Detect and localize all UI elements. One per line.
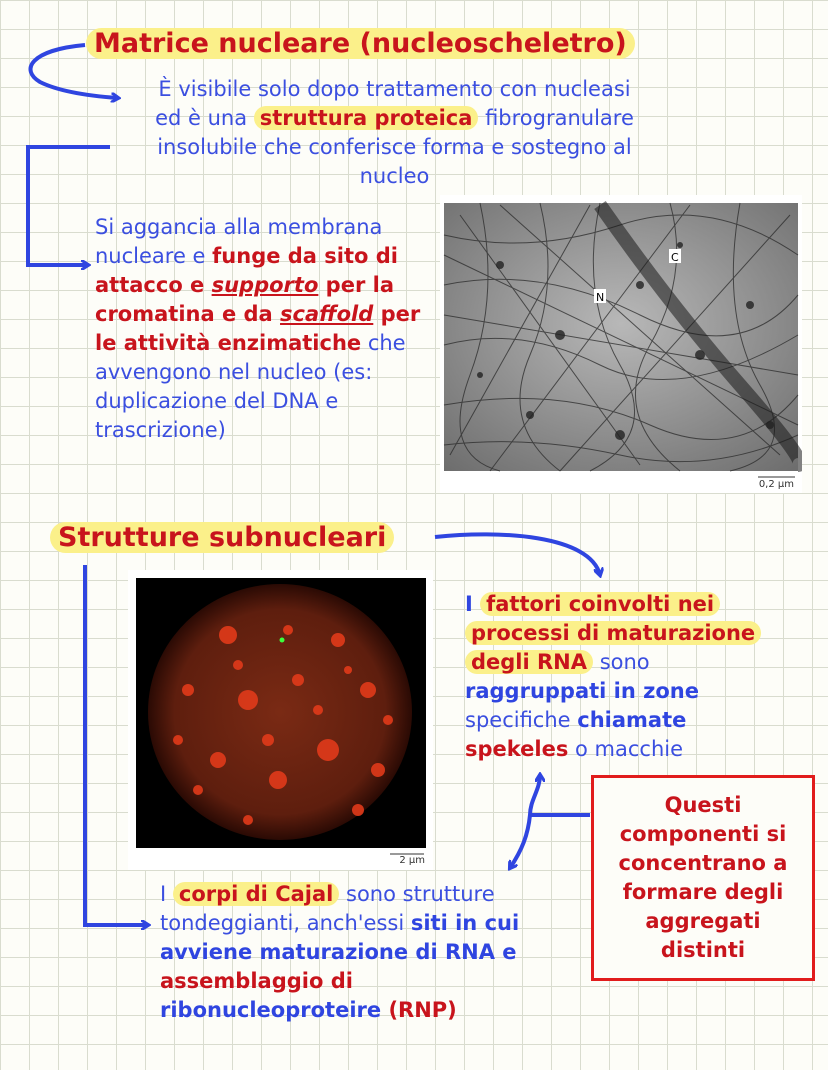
section1-intro: È visibile solo dopo trattamento con nucleasi ed è una struttura proteica fibrogranulare insolubile che conferisce forma e sostegno al nucleo: [155, 77, 634, 188]
cajal-description: I corpi di Cajal sono strutture tondeggianti, anch'essi siti in cui avviene maturazione di RNA e assemblaggio di ribonucleoproteire (RNP): [160, 882, 520, 1022]
aggregates-note-box: Questi componenti si concentrano a formare degli aggregati distinti: [591, 775, 815, 981]
fluorescence-scale: 2 µm: [399, 855, 425, 866]
section1-title: Matrice nucleare (nucleoscheletro): [86, 28, 635, 59]
section1-description: Si aggancia alla membrana nucleare e funge da sito di attacco e supporto per la cromatina e da scaffold per le attività enzimatiche che avvengono nel nucleo (es: duplicazione del DNA e trascrizione): [95, 215, 421, 442]
fluorescence-image: [128, 570, 433, 870]
micrograph-label-n: N: [596, 291, 605, 304]
speckles-fluorescence-image: [128, 570, 433, 870]
nuclear-matrix-micrograph: [440, 195, 802, 493]
micrograph-scale: 0,2 µm: [758, 479, 794, 490]
micrograph-image: [440, 195, 802, 493]
arrow-box-down: [510, 815, 530, 868]
section2-title: Strutture subnucleari: [50, 522, 394, 553]
arrow-box-up: [530, 775, 540, 815]
micrograph-label-c: C: [671, 251, 679, 264]
arrow-subnuclear-to-factors: [435, 534, 600, 575]
factors-description: I fattori coinvolti nei processi di maturazione degli RNA sono raggruppati in zone specifiche chiamate spekeles o macchie: [465, 590, 795, 764]
